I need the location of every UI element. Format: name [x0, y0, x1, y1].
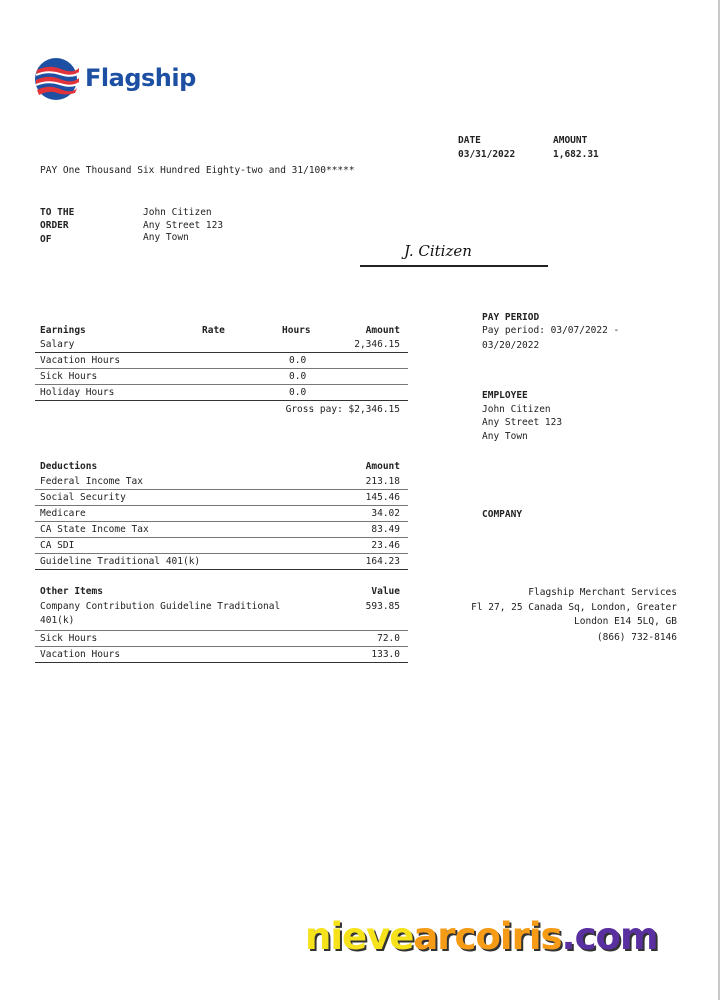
row-divider — [35, 662, 408, 663]
deduction-label: CA SDI — [40, 540, 75, 551]
pay-amount-words: PAY One Thousand Six Hundred Eighty-two and 31/100***** — [40, 165, 355, 176]
earning-label: Vacation Hours — [40, 355, 121, 366]
brand-logo — [33, 55, 203, 105]
signature: J. Citizen — [404, 242, 472, 260]
company-address-2: London E14 5LQ, GB — [574, 616, 677, 627]
row-divider — [35, 521, 408, 522]
deduction-amount: 164.23 — [365, 556, 400, 567]
payee-label-2: ORDER — [40, 220, 69, 231]
payee-town: Any Town — [143, 232, 189, 243]
company-name: Flagship Merchant Services — [528, 587, 677, 598]
hours-header: Hours — [282, 325, 311, 336]
other-item-value: 593.85 — [365, 601, 400, 612]
company-address-1: Fl 27, 25 Canada Sq, London, Greater — [471, 602, 677, 613]
gross-pay: Gross pay: $2,346.15 — [285, 404, 400, 415]
other-item-value: 133.0 — [371, 649, 400, 660]
deduction-label: CA State Income Tax — [40, 524, 149, 535]
signature-line — [360, 265, 548, 267]
other-items-table — [35, 583, 408, 668]
signature-block — [360, 238, 548, 268]
rate-header: Rate — [202, 325, 225, 336]
deduction-amount: 23.46 — [371, 540, 400, 551]
deduction-label: Guideline Traditional 401(k) — [40, 556, 201, 567]
employee-name: John Citizen — [482, 404, 551, 415]
date-label: DATE — [458, 135, 481, 146]
deductions-table — [35, 458, 408, 573]
payee-label-3: OF — [40, 234, 52, 245]
earning-amount: 2,346.15 — [354, 339, 400, 350]
deduction-label: Federal Income Tax — [40, 476, 143, 487]
flag-icon — [33, 55, 81, 103]
deduction-amount: 83.49 — [371, 524, 400, 535]
earning-hours: 0.0 — [289, 387, 307, 398]
employee-heading: EMPLOYEE — [482, 390, 528, 401]
row-divider — [35, 489, 408, 490]
amount-label: AMOUNT — [553, 135, 588, 146]
payee-label-1: TO THE — [40, 207, 75, 218]
earnings-header: Earnings — [40, 325, 86, 336]
watermark-part-3: .com — [561, 915, 658, 958]
other-item-label-cont: 401(k) — [40, 615, 75, 626]
earnings-table — [35, 322, 408, 422]
deduction-label: Medicare — [40, 508, 86, 519]
row-divider — [35, 368, 408, 369]
brand-name: Flagship — [85, 64, 196, 92]
earning-hours: 0.0 — [289, 355, 307, 366]
row-divider — [35, 553, 408, 554]
check-amount: 1,682.31 — [553, 149, 599, 160]
row-divider — [35, 384, 408, 385]
earning-label: Sick Hours — [40, 371, 98, 382]
other-item-value: 72.0 — [377, 633, 400, 644]
row-divider — [35, 505, 408, 506]
other-items-header: Other Items — [40, 586, 103, 597]
other-item-label: Sick Hours — [40, 633, 98, 644]
row-divider — [35, 630, 408, 631]
value-header: Value — [371, 586, 400, 597]
row-divider — [35, 646, 408, 647]
row-divider — [35, 569, 408, 570]
watermark-part-2: arcoiris — [413, 915, 562, 958]
employee-street: Any Street 123 — [482, 417, 563, 428]
deduction-amount: 145.46 — [365, 492, 400, 503]
deduction-amount: 213.18 — [365, 476, 400, 487]
deduction-label: Social Security — [40, 492, 126, 503]
watermark — [305, 915, 658, 958]
deductions-amount-header: Amount — [365, 461, 400, 472]
deductions-header: Deductions — [40, 461, 98, 472]
row-divider — [35, 537, 408, 538]
amount-header: Amount — [365, 325, 400, 336]
payee-street: Any Street 123 — [143, 220, 224, 231]
earning-hours: 0.0 — [289, 371, 307, 382]
pay-period-heading: PAY PERIOD — [482, 312, 540, 323]
payee-name: John Citizen — [143, 207, 212, 218]
other-item-label: Vacation Hours — [40, 649, 121, 660]
check-date: 03/31/2022 — [458, 149, 516, 160]
row-divider — [35, 400, 408, 401]
pay-period-start: Pay period: 03/07/2022 - — [482, 325, 620, 336]
pay-period-end: 03/20/2022 — [482, 340, 540, 351]
deduction-amount: 34.02 — [371, 508, 400, 519]
other-item-label: Company Contribution Guideline Traditional — [40, 601, 281, 612]
earning-label: Salary — [40, 339, 75, 350]
row-divider — [35, 352, 408, 353]
earning-label: Holiday Hours — [40, 387, 115, 398]
watermark-part-1: nieve — [305, 915, 414, 958]
company-heading: COMPANY — [482, 509, 523, 520]
company-phone: (866) 732-8146 — [596, 632, 677, 643]
employee-town: Any Town — [482, 431, 528, 442]
